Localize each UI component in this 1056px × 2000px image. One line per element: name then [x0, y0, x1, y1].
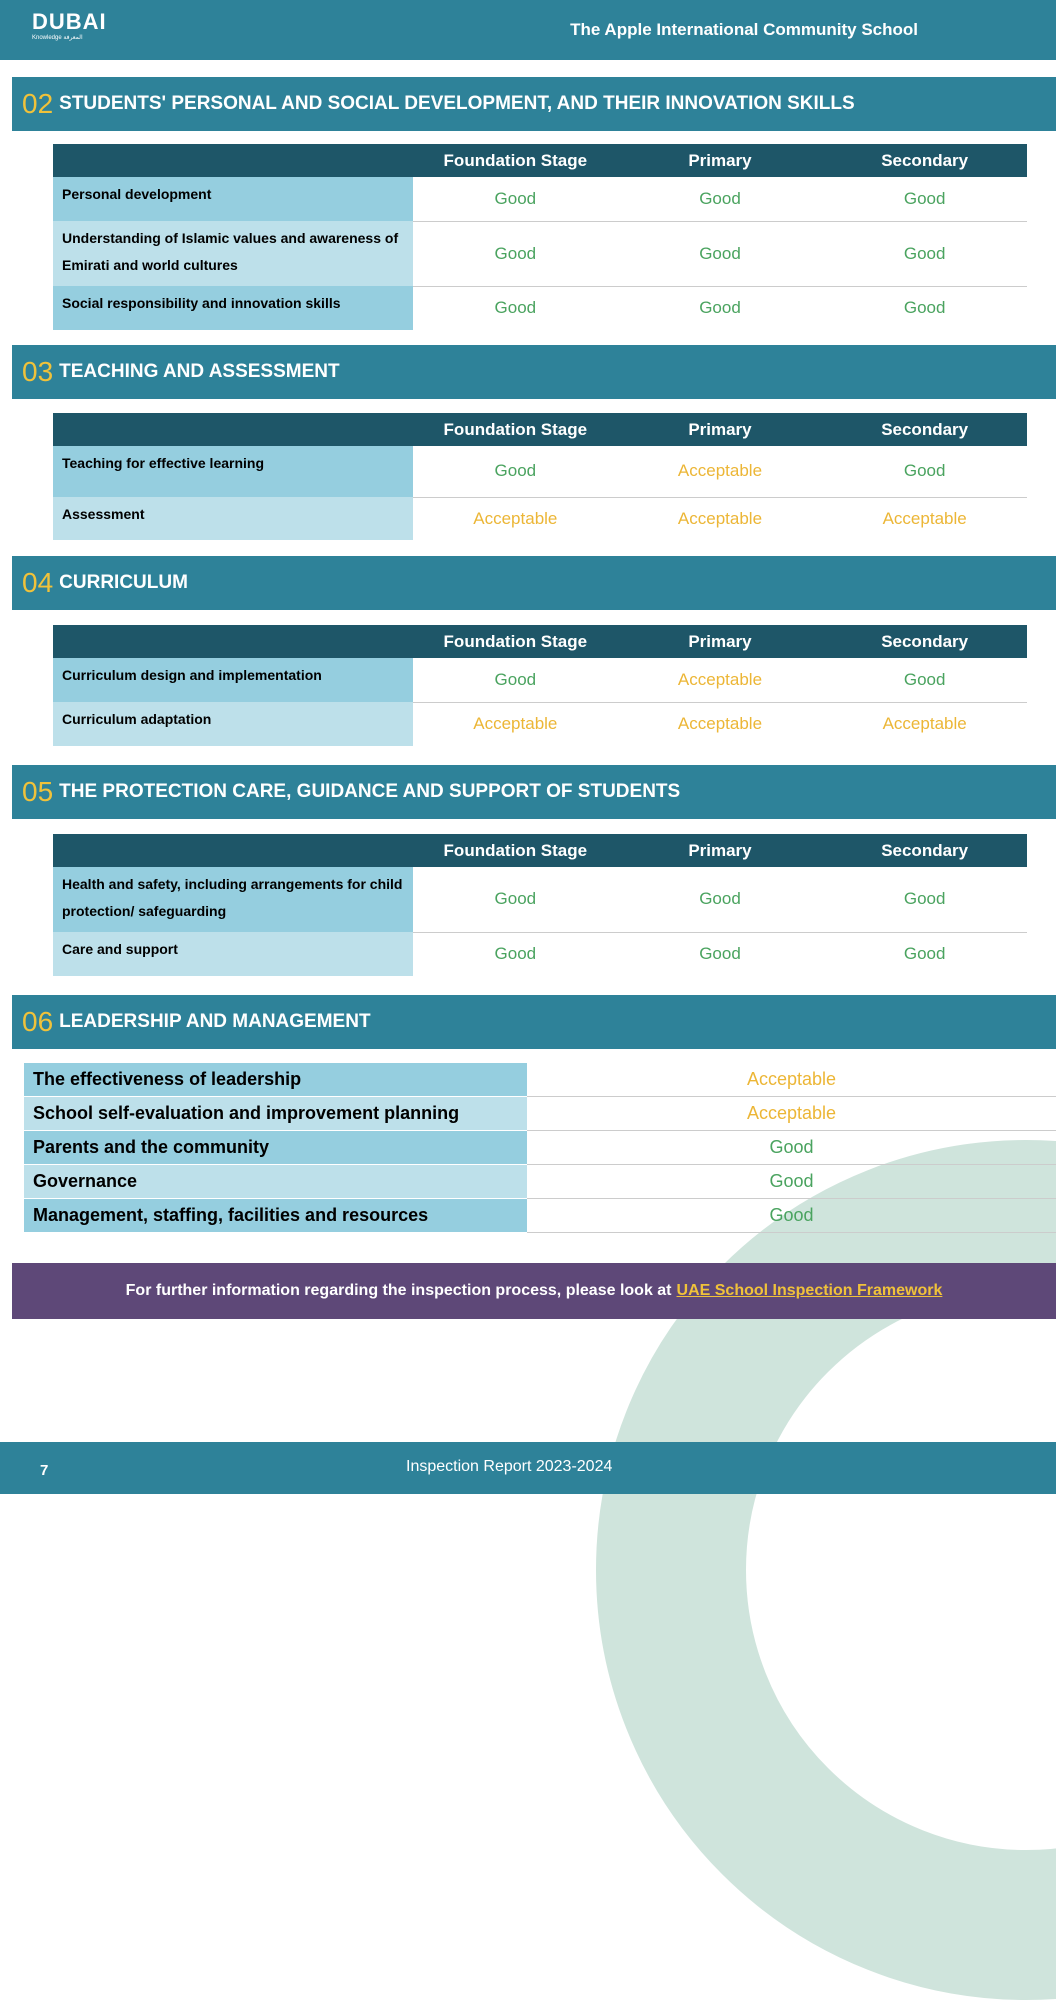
section-header-04 [12, 556, 1056, 610]
rating-cell: Acceptable [882, 508, 967, 528]
section-header-05 [12, 765, 1056, 819]
row-label: Management, staffing, facilities and resources [24, 1199, 527, 1233]
table-row [24, 1131, 1056, 1165]
rating-cell: Acceptable [473, 508, 558, 528]
table-row [53, 702, 1027, 746]
row-label: Curriculum adaptation [53, 702, 413, 746]
rating-cell: Good [413, 177, 618, 221]
section-number: 03 [22, 356, 54, 387]
rating-cell: Good [822, 446, 1027, 497]
column-header: Secondary [822, 413, 1027, 446]
column-header: Secondary [822, 834, 1027, 867]
column-header: Primary [618, 144, 823, 177]
row-label: Social responsibility and innovation skills [53, 286, 413, 330]
table-row [53, 221, 1027, 286]
inspection-framework-link[interactable]: UAE School Inspection Framework [676, 1282, 943, 1299]
section-header-02 [12, 77, 1056, 131]
column-header: Primary [618, 413, 823, 446]
column-header: Foundation Stage [413, 834, 618, 867]
rating-cell: Acceptable [618, 446, 823, 497]
rating-cell: Good [699, 298, 741, 318]
rating-cell: Acceptable [677, 508, 763, 528]
table-row [53, 177, 1027, 221]
dubai-knowledge-logo: DUBAI Knowledge المعرفة [32, 9, 107, 41]
section-number: 05 [22, 776, 54, 807]
section-title: STUDENTS' PERSONAL AND SOCIAL DEVELOPMENT, AND THEIR INNOVATION SKILLS [59, 93, 855, 114]
column-header: Foundation Stage [413, 625, 618, 658]
rating-cell: Good [494, 298, 537, 318]
section-header-06 [12, 995, 1056, 1049]
table-row [24, 1097, 1056, 1131]
column-header: Foundation Stage [413, 413, 618, 446]
row-label: Personal development [53, 177, 413, 221]
rating-cell: Good [527, 1165, 1056, 1199]
section-number: 06 [22, 1006, 54, 1037]
rating-cell: Acceptable [882, 714, 967, 734]
row-label: Governance [24, 1165, 527, 1199]
table-row [53, 932, 1027, 976]
table-row [53, 286, 1027, 330]
section-header-03 [12, 345, 1056, 399]
rating-cell: Acceptable [618, 658, 823, 702]
info-text: For further information regarding the inspection process, please look at [125, 1282, 672, 1299]
footer-title: Inspection Report 2023-2024 [406, 1458, 613, 1475]
rating-cell: Good [494, 944, 537, 964]
table-row [53, 658, 1027, 702]
table-row [24, 1199, 1056, 1233]
rating-cell: Good [618, 867, 823, 932]
rating-cell: Good [413, 867, 618, 932]
table-row [53, 867, 1027, 932]
column-header: Foundation Stage [413, 144, 618, 177]
rating-cell: Good [822, 658, 1027, 702]
section-title: TEACHING AND ASSESSMENT [59, 361, 340, 382]
row-label: Health and safety, including arrangements for child protection/ safeguarding [53, 867, 413, 932]
column-header: Primary [618, 834, 823, 867]
section-title: LEADERSHIP AND MANAGEMENT [59, 1011, 371, 1032]
rating-cell: Good [527, 1131, 1056, 1165]
table-row [24, 1063, 1056, 1097]
rating-cell: Acceptable [677, 714, 763, 734]
column-header: Secondary [822, 144, 1027, 177]
ratings-table-03 [53, 413, 1027, 540]
table-row [53, 446, 1027, 497]
section-number: 04 [22, 567, 54, 598]
footer-bar [0, 1442, 1056, 1494]
section-title: THE PROTECTION CARE, GUIDANCE AND SUPPORT OF STUDENTS [59, 781, 681, 802]
row-label: School self-evaluation and improvement planning [24, 1097, 527, 1131]
ratings-table-02 [53, 144, 1027, 330]
rating-cell: Acceptable [527, 1097, 1056, 1131]
info-banner [12, 1263, 1056, 1319]
rating-cell: Good [413, 221, 618, 286]
rating-cell: Good [618, 221, 823, 286]
section-title: CURRICULUM [59, 572, 188, 593]
rating-cell: Good [413, 446, 618, 497]
row-label: The effectiveness of leadership [24, 1063, 527, 1097]
column-header: Secondary [822, 625, 1027, 658]
section-number: 02 [22, 88, 54, 119]
ratings-table-04 [53, 625, 1027, 746]
row-label: Curriculum design and implementation [53, 658, 413, 702]
rating-cell: Good [822, 177, 1027, 221]
rating-cell: Good [413, 658, 618, 702]
rating-cell: Acceptable [527, 1063, 1056, 1097]
row-label: Assessment [53, 497, 413, 540]
table-row [24, 1165, 1056, 1199]
rating-cell: Good [527, 1199, 1056, 1233]
leadership-table [24, 1063, 1056, 1233]
header-bar [0, 0, 1056, 60]
page-number: 7 [40, 1462, 49, 1479]
rating-cell: Acceptable [473, 714, 558, 734]
rating-cell: Good [903, 944, 946, 964]
table-row [53, 497, 1027, 540]
rating-cell: Good [903, 298, 946, 318]
rating-cell: Good [822, 221, 1027, 286]
school-name: The Apple International Community School [570, 20, 918, 39]
row-label: Teaching for effective learning [53, 446, 413, 497]
rating-cell: Good [699, 944, 741, 964]
rating-cell: Good [822, 867, 1027, 932]
column-header: Primary [618, 625, 823, 658]
row-label: Understanding of Islamic values and awareness of Emirati and world cultures [53, 221, 413, 286]
rating-cell: Good [618, 177, 823, 221]
ratings-table-05 [53, 834, 1027, 976]
row-label: Parents and the community [24, 1131, 527, 1165]
row-label: Care and support [53, 932, 413, 976]
